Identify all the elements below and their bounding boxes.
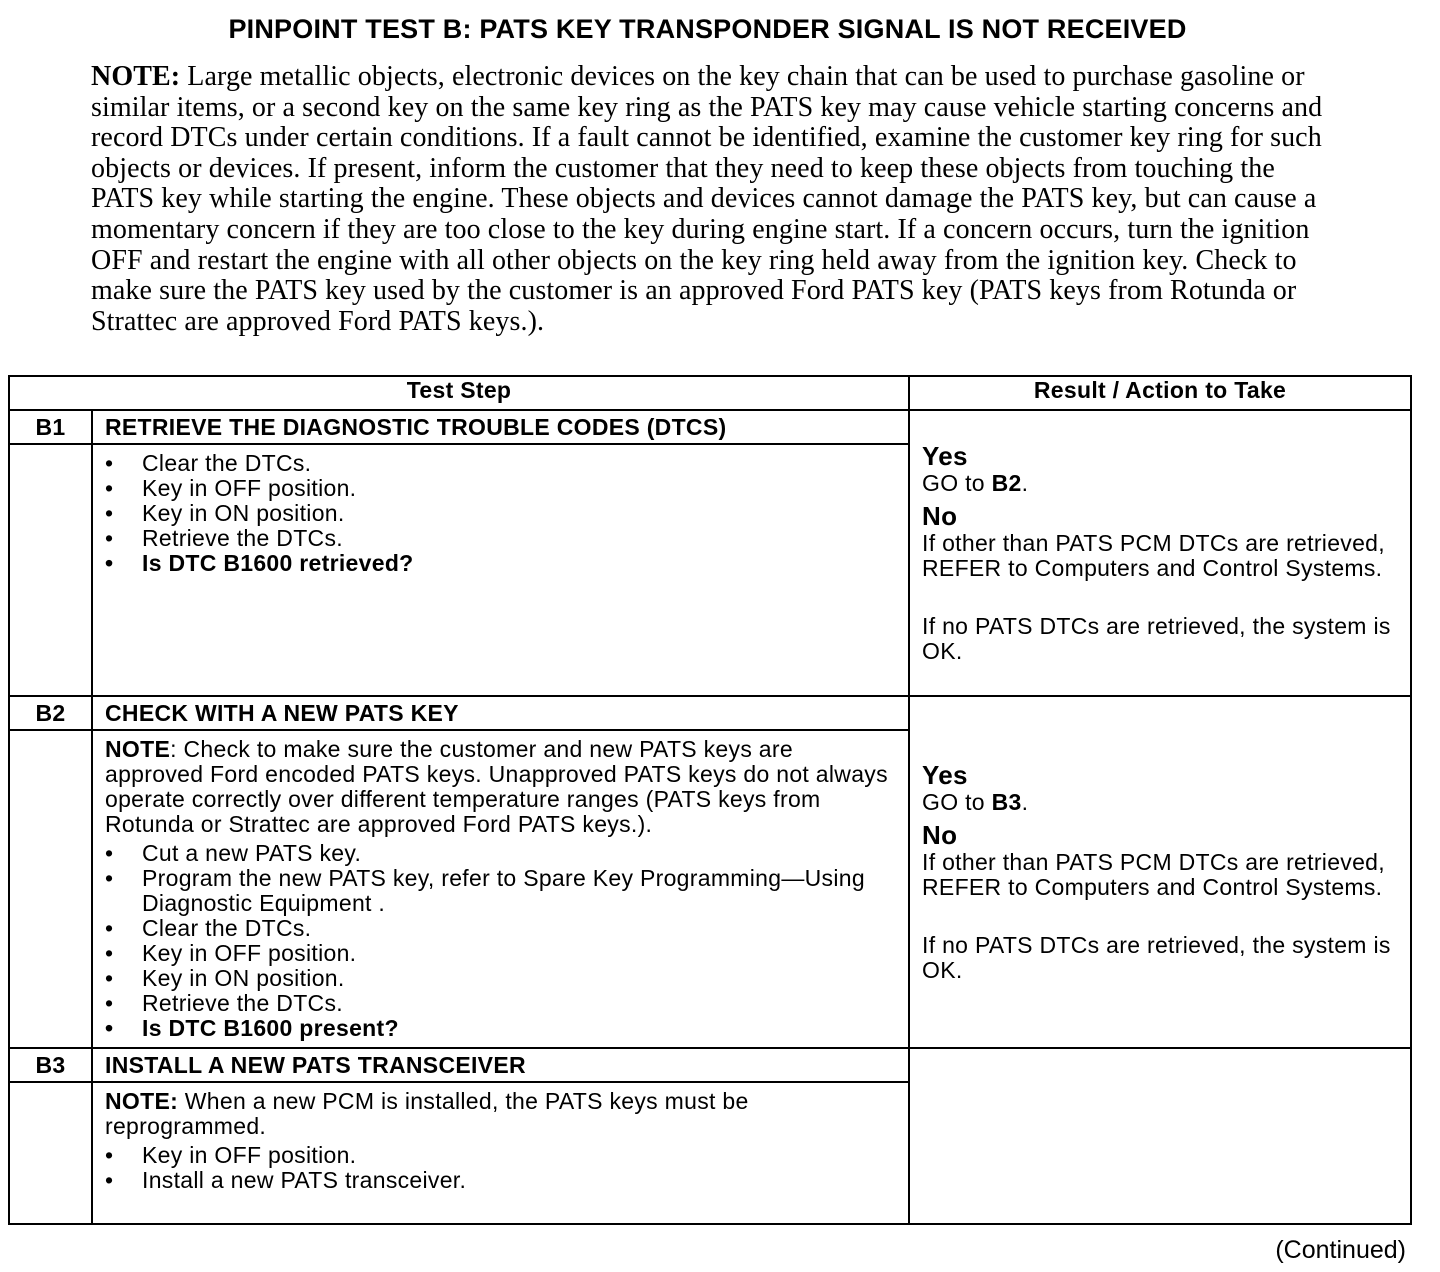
step-b2-title-row (9, 696, 1411, 730)
step-b3-bullets (105, 1143, 896, 1193)
step-b2-id-spacer (9, 730, 92, 1048)
result-ok-text: If no PATS DTCs are retrieved, the system is OK. (922, 931, 1391, 984)
go-to-target: B3 (991, 789, 1022, 816)
step-note-text: When a new PCM is installed, the PATS keys must be reprogrammed. (105, 1088, 749, 1139)
intro-note-label: NOTE: (91, 61, 181, 92)
list-item: • Retrieve the DTCs. (105, 526, 896, 551)
step-title-b1: RETRIEVE THE DIAGNOSTIC TROUBLE CODES (DTCS) (92, 410, 909, 444)
go-to-target: B2 (991, 470, 1022, 497)
step-b2-body (92, 730, 909, 1048)
header-result-action: Result / Action to Take (909, 376, 1411, 410)
step-note-label: NOTE (105, 736, 171, 762)
step-b1-title-row (9, 410, 1411, 444)
step-note-label: NOTE: (105, 1088, 179, 1114)
list-item: • Key in OFF position. (105, 476, 896, 501)
step-b2-note (105, 737, 896, 837)
result-yes-label: Yes (922, 760, 968, 791)
step-b3-title-row (9, 1048, 1411, 1082)
step-b3-id-spacer (9, 1082, 92, 1224)
step-b2-result (909, 696, 1411, 1048)
step-b1-body (92, 444, 909, 696)
step-b3-body (92, 1082, 909, 1224)
step-b3-note (105, 1089, 896, 1139)
list-item: • Clear the DTCs. (105, 916, 896, 941)
list-item: • Clear the DTCs. (105, 451, 896, 476)
list-item: • Key in OFF position. (105, 941, 896, 966)
step-b1-id-spacer (9, 444, 92, 696)
list-item: • Key in ON position. (105, 966, 896, 991)
step-note-text: : Check to make sure the customer and new PATS keys are approved Ford encoded PATS keys. Unapproved PATS keys do not always operate correctly over different temperature ranges (PATS keys from Rotunda or Strattec are approved Ford PATS keys.). (105, 736, 888, 837)
step-b1-result (909, 410, 1411, 696)
header-test-step: Test Step (9, 376, 909, 410)
list-item: • Key in ON position. (105, 501, 896, 526)
result-yes-action: GO to B2. (922, 470, 1029, 497)
continued-label: (Continued) (1275, 1236, 1406, 1264)
result-yes-action: GO to B3. (922, 789, 1029, 816)
step-b2-bullets (105, 841, 896, 1041)
list-item: • Install a new PATS transceiver. (105, 1168, 896, 1193)
step-b3-result (909, 1048, 1411, 1224)
list-item: • Cut a new PATS key. (105, 841, 896, 866)
step-title-b3: INSTALL A NEW PATS TRANSCEIVER (92, 1048, 909, 1082)
step-id-b1: B1 (9, 410, 92, 444)
step-title-b2: CHECK WITH A NEW PATS KEY (92, 696, 909, 730)
list-item: • Program the new PATS key, refer to Spare Key Programming—Using Diagnostic Equipment . (105, 866, 896, 916)
result-no-label: No (922, 500, 958, 531)
step-b1-bullets (105, 451, 896, 576)
result-no-label: No (922, 819, 958, 850)
step-id-b3: B3 (9, 1048, 92, 1082)
intro-note-text: Large metallic objects, electronic devices on the key chain that can be used to purchase gasoline or similar items, or a second key on the same key ring as the PATS key may cause vehicle starting concerns and record DTCs under certain conditions. If a fault cannot be identified, examine the customer key ring for such objects or devices. If present, inform the customer that they need to keep these objects from touching the PATS key while starting the engine. These objects and devices cannot damage the PATS key, but can cause a momentary concern if they are too close to the key during engine start. If a concern occurs, turn the ignition OFF and restart the engine with all other objects on the key ring held away from the ignition key. Check to make sure the PATS key used by the customer is an approved Ford PATS key (PATS keys from Rotunda or Strattec are approved Ford PATS keys.). (91, 61, 1323, 337)
result-ok-text: If no PATS DTCs are retrieved, the system is OK. (922, 612, 1391, 665)
step-id-b2: B2 (9, 696, 92, 730)
table-header-row (9, 376, 1411, 410)
result-no-text: If other than PATS PCM DTCs are retrieved, REFER to Computers and Control Systems. (922, 848, 1385, 901)
list-item-question: • Is DTC B1600 retrieved? (105, 551, 896, 576)
result-no-text: If other than PATS PCM DTCs are retrieved, REFER to Computers and Control Systems. (922, 529, 1385, 582)
list-item-question: • Is DTC B1600 present? (105, 1016, 896, 1041)
page-title: PINPOINT TEST B: PATS KEY TRANSPONDER SIGNAL IS NOT RECEIVED (228, 14, 1187, 44)
result-yes-label: Yes (922, 441, 968, 472)
intro-note (91, 62, 1331, 337)
list-item: • Retrieve the DTCs. (105, 991, 896, 1016)
list-item: • Key in OFF position. (105, 1143, 896, 1168)
pinpoint-test-table (8, 375, 1412, 1225)
